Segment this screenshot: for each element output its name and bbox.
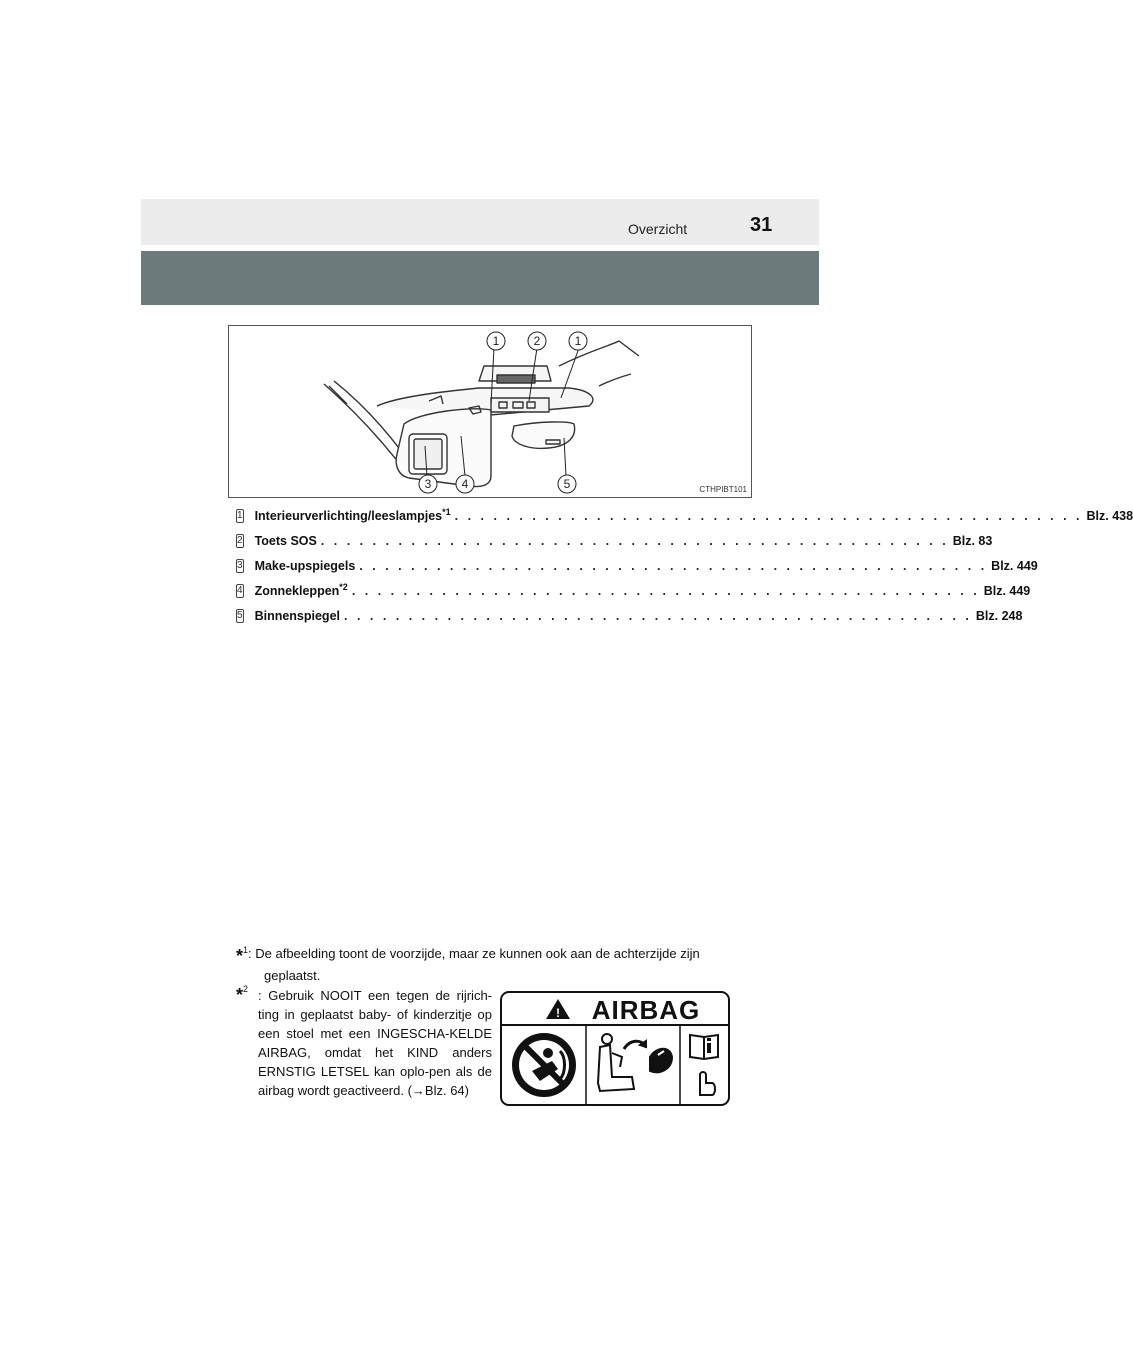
footnote-text: : De afbeelding toont de voorzijde, maar ze kunnen ook aan de achterzijde zijn xyxy=(248,946,700,961)
list-item xyxy=(236,528,993,553)
callout-2: 2 xyxy=(533,334,541,348)
callout-1-left: 1 xyxy=(492,334,500,348)
footnote-text-continued: geplaatst. xyxy=(264,968,321,983)
item-label: Zonnekleppen$^{*2}$ xyxy=(254,582,348,599)
leader-dots: . . . . . . . . . . . . . . . . . . . . . . . . . . . . . . . . . . . . . . . . . . . . . . . . . xyxy=(344,608,972,623)
list-item xyxy=(236,603,1023,628)
item-number: 2 xyxy=(237,535,243,546)
svg-text:!: ! xyxy=(556,1006,560,1020)
airbag-warning-label xyxy=(500,991,730,1106)
overhead-console-drawing xyxy=(229,326,751,497)
footnote-1 xyxy=(236,941,736,985)
leader-dots: . . . . . . . . . . . . . . . . . . . . . . . . . . . . . . . . . . . . . . . . . . . . . . . . . xyxy=(454,508,1083,523)
callout-1-right: 1 xyxy=(574,334,582,348)
item-label: Toets SOS xyxy=(254,533,317,548)
item-page-ref[interactable]: Blz. 83 xyxy=(952,533,993,548)
leader-dots: . . . . . . . . . . . . . . . . . . . . . . . . . . . . . . . . . . . . . . . . . . . . . . . . . xyxy=(320,533,949,548)
section-title: Overzicht xyxy=(628,221,688,237)
item-label: Make-upspiegels xyxy=(254,558,356,573)
item-label: Binnenspiegel xyxy=(254,608,340,623)
asterisk-icon: * xyxy=(236,946,244,966)
callout-5: 5 xyxy=(563,477,571,491)
airbag-label-graphic xyxy=(500,991,730,1106)
header-bar xyxy=(141,199,819,245)
item-label: Interieurverlichting/leeslampjes$^{*1}$ xyxy=(254,507,451,524)
section-band xyxy=(141,251,819,305)
overhead-console-illustration xyxy=(228,325,752,498)
callout-3: 3 xyxy=(424,477,432,491)
item-footnote-ref: *1 xyxy=(442,507,451,518)
footnote-mark: 1 xyxy=(243,945,249,955)
list-item xyxy=(236,553,1038,578)
item-list xyxy=(236,503,1133,628)
footnote-mark: 2 xyxy=(243,984,249,994)
list-item xyxy=(236,503,1133,528)
callout-4: 4 xyxy=(461,477,469,491)
item-number: 1 xyxy=(237,510,243,521)
page-number: 31 xyxy=(750,214,773,236)
item-footnote-ref: *2 xyxy=(339,582,348,593)
footnote-text: : Gebruik NOOIT een tegen de rijrich-ting in geplaatst baby- of kinderzitje op een stoel met een INGESCHA-KELDE AIRBAG, omdat het KIND anders ERNSTIG LETSEL kan oplo-pen als de airbag wordt geactiveerd. (→Blz. 64) xyxy=(258,988,492,1098)
list-item xyxy=(236,578,1031,603)
item-number: 5 xyxy=(237,610,243,621)
leader-dots: . . . . . . . . . . . . . . . . . . . . . . . . . . . . . . . . . . . . . . . . . . . . . . . . . xyxy=(359,558,988,573)
item-page-ref[interactable]: Blz. 438 xyxy=(1086,508,1133,523)
item-number: 4 xyxy=(237,585,243,596)
leader-dots: . . . . . . . . . . . . . . . . . . . . . . . . . . . . . . . . . . . . . . . . . . . . . . . . . xyxy=(351,583,980,598)
asterisk-icon: * xyxy=(236,985,244,1005)
footnote-2 xyxy=(236,980,492,1100)
item-number: 3 xyxy=(237,560,243,571)
item-page-ref[interactable]: Blz. 449 xyxy=(991,558,1038,573)
airbag-title: AIRBAG xyxy=(591,995,701,1025)
no-rear-facing-child-seat-icon xyxy=(512,1033,576,1097)
item-page-ref[interactable]: Blz. 248 xyxy=(975,608,1023,623)
item-page-ref[interactable]: Blz. 449 xyxy=(983,583,1031,598)
figure-code: CTHPIBT101 xyxy=(699,485,747,494)
